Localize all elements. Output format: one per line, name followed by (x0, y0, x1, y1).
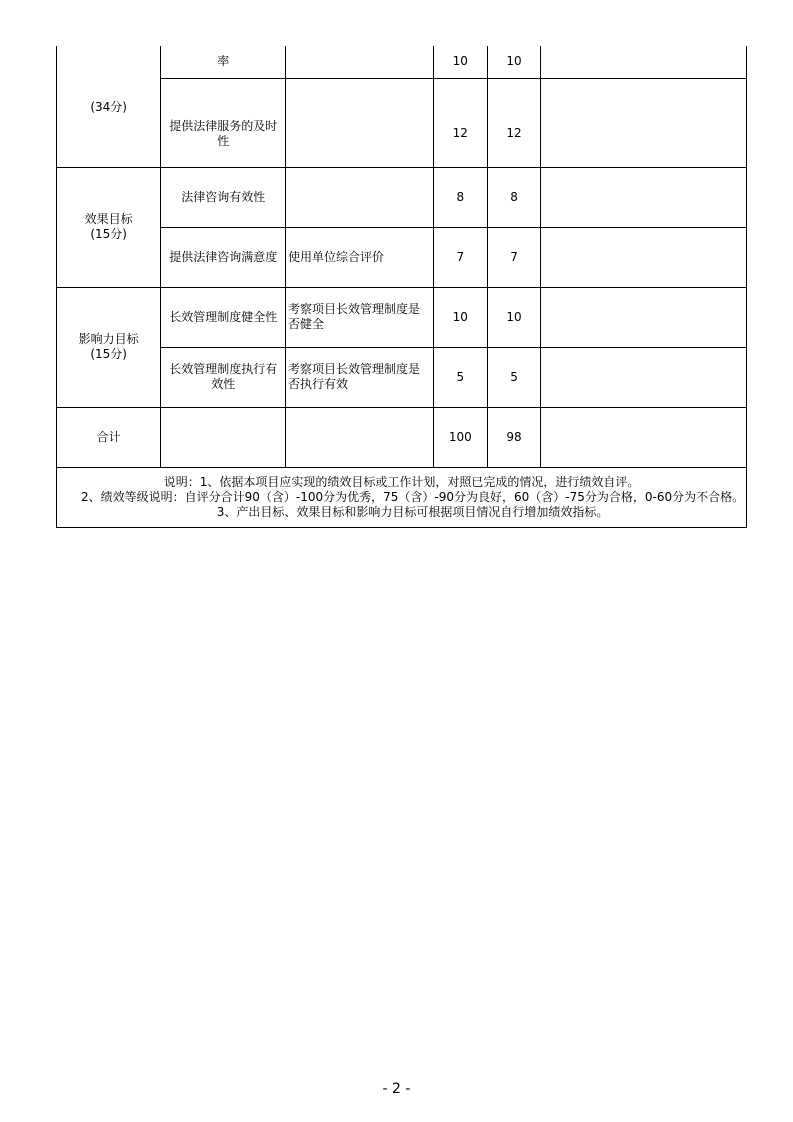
total-row (57, 407, 747, 467)
remark-cell (541, 407, 747, 467)
score-cell: 10 (487, 287, 541, 347)
category-cell-output (57, 46, 161, 167)
score-cell: 7 (487, 227, 541, 287)
weight-cell: 8 (433, 167, 487, 227)
standard-cell (286, 46, 434, 78)
standard-cell (286, 78, 434, 167)
category-score: (15分) (90, 347, 127, 361)
standard-cell: 考察项目长效管理制度是否健全 (286, 287, 434, 347)
page-number: - 2 - (382, 1081, 411, 1097)
total-weight: 100 (433, 407, 487, 467)
remark-cell (541, 287, 747, 347)
standard-cell (286, 407, 434, 467)
weight-cell: 10 (433, 46, 487, 78)
indicator-cell: 提供法律服务的及时性 (161, 78, 286, 167)
indicator-cell: 长效管理制度健全性 (161, 287, 286, 347)
score-cell: 5 (487, 347, 541, 407)
notes-row (57, 467, 747, 527)
score-cell: 10 (487, 46, 541, 78)
indicator-cell: 长效管理制度执行有效性 (161, 347, 286, 407)
table-row (57, 227, 747, 287)
standard-cell: 使用单位综合评价 (286, 227, 434, 287)
total-label: 合计 (57, 407, 161, 467)
note-line-3: 3、产出目标、效果目标和影响力目标可根据项目情况自行增加绩效指标。 (216, 504, 609, 519)
standard-cell (286, 167, 434, 227)
weight-cell: 12 (433, 78, 487, 167)
weight-cell: 7 (433, 227, 487, 287)
table-row (57, 287, 747, 347)
remark-cell (541, 78, 747, 167)
standard-cell: 考察项目长效管理制度是否执行有效 (286, 347, 434, 407)
table-row (57, 347, 747, 407)
performance-evaluation-table (56, 46, 747, 528)
remark-cell (541, 227, 747, 287)
indicator-cell: 率 (161, 46, 286, 78)
score-cell: 8 (487, 167, 541, 227)
total-score: 98 (487, 407, 541, 467)
category-score: (15分) (90, 227, 127, 241)
category-cell-effect (57, 167, 161, 287)
remark-cell (541, 347, 747, 407)
notes-cell (57, 467, 747, 527)
weight-cell: 10 (433, 287, 487, 347)
score-cell: 12 (487, 78, 541, 167)
category-score: (34分) (90, 99, 127, 114)
weight-cell: 5 (433, 347, 487, 407)
remark-cell (541, 46, 747, 78)
category-cell-impact (57, 287, 161, 407)
table-row (57, 78, 747, 167)
category-name: 效果目标 (84, 212, 133, 226)
remark-cell (541, 167, 747, 227)
indicator-cell: 法律咨询有效性 (161, 167, 286, 227)
table-row (57, 46, 747, 78)
note-line-2: 2、绩效等级说明：自评分合计90（含）-100分为优秀，75（含）-90分为良好，60（含）-75分为合格，0-60分为不合格。 (81, 489, 745, 504)
category-name: 影响力目标 (78, 332, 139, 346)
indicator-cell: 提供法律咨询满意度 (161, 227, 286, 287)
note-line-1: 说明：1、依据本项目应实现的绩效目标或工作计划，对照已完成的情况，进行绩效自评。 (163, 474, 640, 489)
indicator-cell (161, 407, 286, 467)
table-row (57, 167, 747, 227)
